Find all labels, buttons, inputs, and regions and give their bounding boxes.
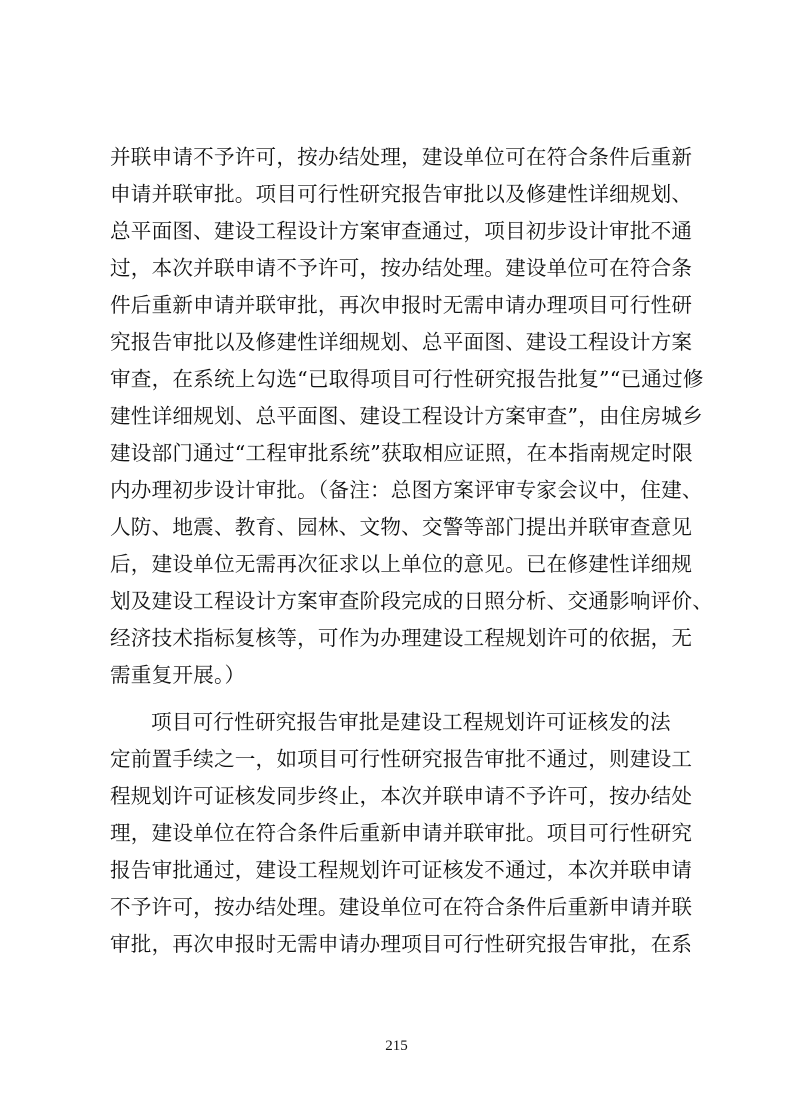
text-line: 过，本次并联申请不予许可，按办结处理。建设单位可在符合条 [110,256,693,280]
page-number: 215 [385,1038,408,1054]
text-line: 报告审批通过，建设工程规划许可证核发不通过，本次并联申请 [110,858,693,882]
text-line: 理，建设单位在符合条件后重新申请并联审批。项目可行性研究 [110,821,693,845]
text-line: 究报告审批以及修建性详细规划、总平面图、建设工程设计方案 [110,330,693,354]
text-line: 并联申请不予许可，按办结处理，建设单位可在符合条件后重新 [110,145,693,169]
text-line: 建性详细规划、总平面图、建设工程设计方案审查”，由住房城乡 [110,404,703,428]
text-line: 建设部门通过“工程审批系统”获取相应证照，在本指南规定时限 [110,441,693,465]
text-line: 程规划许可证核发同步终止，本次并联申请不予许可，按办结处 [110,784,693,808]
text-line: 定前置手续之一，如项目可行性研究报告审批不通过，则建设工 [110,747,693,771]
text-line: 人防、地震、教育、园林、文物、交警等部门提出并联审查意见 [110,515,693,539]
text-line: 申请并联审批。项目可行性研究报告审批以及修建性详细规划、 [110,182,693,206]
text-line: 内办理初步设计审批。（备注：总图方案评审专家会议中，住建、 [110,478,703,502]
text-line: 项目可行性研究报告审批是建设工程规划许可证核发的法 [151,710,671,734]
text-line: 后，建设单位无需再次征求以上单位的意见。已在修建性详细规 [110,552,693,576]
text-line: 审查，在系统上勾选“已取得项目可行性研究报告批复”“已通过修 [110,367,704,391]
text-line: 总平面图、建设工程设计方案审查通过，项目初步设计审批不通 [110,219,693,243]
text-line: 经济技术指标复核等，可作为办理建设工程规划许可的依据，无 [110,626,693,650]
text-line: 件后重新申请并联审批，再次申报时无需申请办理项目可行性研 [110,293,693,317]
text-line: 不予许可，按办结处理。建设单位可在符合条件后重新申请并联 [110,895,693,919]
text-line: 审批，再次申报时无需申请办理项目可行性研究报告审批，在系 [110,932,693,956]
text-line: 划及建设工程设计方案审查阶段完成的日照分析、交通影响评价、 [110,589,714,613]
text-line: 需重复开展。） [110,663,246,687]
